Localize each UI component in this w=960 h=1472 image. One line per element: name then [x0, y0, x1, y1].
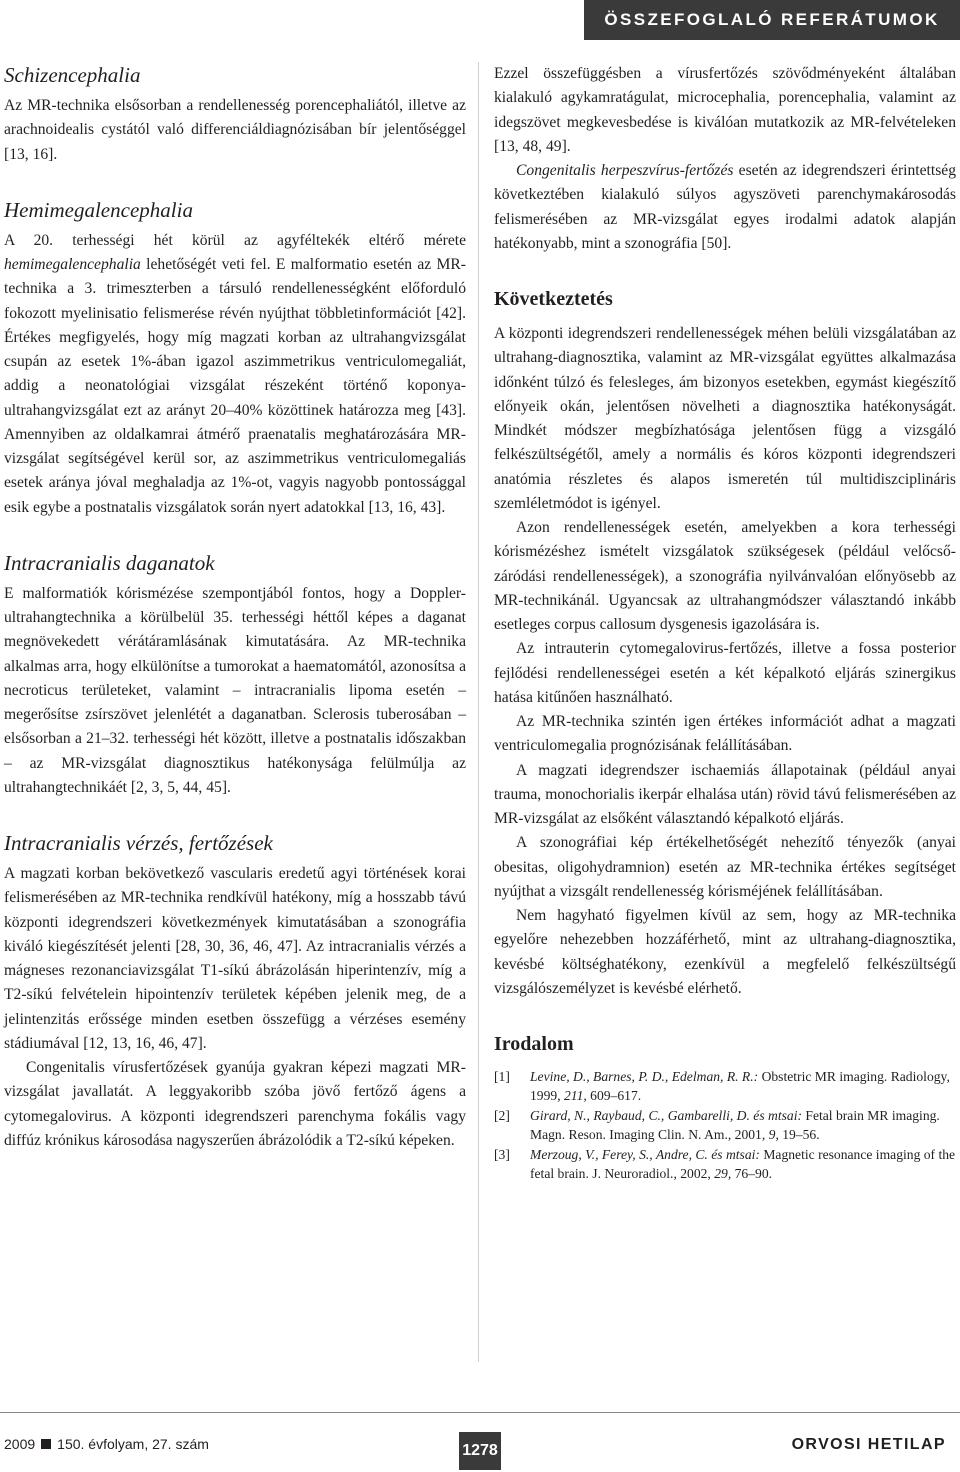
footer-issue-info — [4, 1436, 209, 1452]
page-number — [459, 1432, 501, 1470]
reference-item — [494, 1145, 956, 1183]
paragraph: A központi idegrendszeri rendellenességek méhen belüli vizsgálatában az ultrahang-diagnosztika, valamint az MR-vizsgálat együttes alkalmazása időnként túlzó és felesleges, ám bizonyos esetekben, egymást kiegészítő előnyeik okán, jelentősen növelheti a diagnosztika hatékonyságát. Mindkét módszer megbízhatósága jelentősen függ a vizsgáló felkészültségétől, amely a normális és kóros központi idegrendszeri anatómia részletes és alapos ismeretén túl multidiszciplináris szemléletmódot is igényel. — [494, 325, 956, 512]
page-number-label: 1278 — [462, 1442, 498, 1459]
text-run: 19–56. — [778, 1127, 820, 1142]
paragraph — [4, 229, 466, 520]
footer-issue: 150. évfolyam, 27. szám — [57, 1436, 209, 1452]
paragraph: Congenitalis vírusfertőzések gyanúja gyakran képezi magzati MR-vizsgálat javallatát. A leggyakoribb szóba jövő fertőző ágens a cytomegalovirus. A központi idegrendszeri parenchyma fokális vagy diffúz krónikus károsodása nagyszerűen ábrázolódik a T2-síkú képeken. — [4, 1059, 466, 1149]
reference-number: [2] — [494, 1108, 510, 1123]
heading-kovetkeztetes: Következtetés — [494, 288, 613, 310]
reference-number: [1] — [494, 1069, 510, 1084]
reference-authors: Girard, N., Raybaud, C., Gambarelli, D. és mtsai: — [530, 1108, 802, 1123]
text-run: A 20. terhességi hét körül az agyféltekék eltérő mérete — [4, 231, 466, 249]
paragraph: Azon rendellenességek esetén, amelyekben a kora terhességi kórismézéshez ismételt vizsgálatok szükségesek (például velőcső-záródási rendellenességek), a szonográfia nyilvánvalóan előnyösebb az MR-technikánál. Ugyancsak az ultrahangmódszer választandó inkább esetleges corpus callosum dysgenesis igazolására is. — [494, 519, 956, 633]
reference-number: [3] — [494, 1147, 510, 1162]
heading-verzes: Intracranialis vérzés, fertőzések — [4, 831, 273, 855]
left-column — [4, 62, 466, 1153]
right-column — [494, 62, 956, 1184]
reference-authors: Levine, D., Barnes, P. D., Edelman, R. R.: — [530, 1069, 759, 1084]
reference-text — [530, 1067, 956, 1105]
journal-name: ORVOSI HETILAP — [791, 1436, 946, 1453]
heading-schizencephalia: Schizencephalia — [4, 63, 141, 87]
paragraph — [494, 159, 956, 256]
page-footer — [0, 1432, 960, 1472]
reference-list — [494, 1067, 956, 1183]
paragraph: Nem hagyható figyelmen kívül az sem, hogy az MR-technika egyelőre nehezebben hozzáférhető, mint az ultrahang-diagnosztika, kevésbé költséghatékony, ezenkívül a megfelelő felkészültségű vizsgálószemélyzet is kevésbé elérhető. — [494, 907, 956, 997]
emphasis: Congenitalis herpeszvírus-fertőzés — [516, 162, 734, 179]
paragraph: A magzati idegrendszer ischaemiás állapotainak (például anyai trauma, monochorialis ikerpár elhalása után) rövid távú felismerésében az MR-vizsgálat az elsőként választandó képalkotó eljárás. — [494, 761, 956, 827]
column-divider — [478, 62, 479, 1362]
square-bullet-icon — [41, 1439, 51, 1449]
reference-volume: 9, — [768, 1127, 779, 1142]
section-header-label: ÖSSZEFOGLALÓ REFERÁTUMOK — [604, 10, 940, 29]
heading-irodalom: Irodalom — [494, 1033, 574, 1055]
reference-authors: Merzoug, V., Ferey, S., Andre, C. és mtsai: — [530, 1147, 760, 1162]
reference-item — [494, 1106, 956, 1144]
section-header — [584, 0, 960, 40]
heading-hemimegalencephalia: Hemimegalencephalia — [4, 197, 193, 222]
paragraph: Az MR-technika szintén igen értékes információt adhat a magzati ventriculomegalia prognózisának felállításában. — [494, 713, 956, 755]
paragraph: Az intrauterin cytomegalovirus-fertőzés, illetve a fossa posterior fejlődési rendellenességei esetén a két képalkotó eljárás szinergikus hatása kitűnően használható. — [494, 640, 956, 706]
paragraph: E malformatiók kórismézése szempontjából fontos, hogy a Doppler-ultrahangtechnika a körülbelül 35. terhességi héttől képes a daganat megnövekedett vérátáramlásának kimutatására. Az MR-technika alkalmas arra, hogy elkülönítse a tumorokat a haematomától, azonosítsa a necroticus területeket, valamint – intracranialis lipoma esetén – megerősítse zsírszövet jelenlétét a daganatban. Sclerosis tuberosában – elsősorban a 21–32. terhességi hét között, illetve a postnatalis időszakban – az MR-vizsgálat diagnosztikus hatékonysága felülmúlja az ultrahangtechnikáét [2, 3, 5, 44, 45]. — [4, 584, 466, 796]
reference-volume: 29, — [714, 1166, 732, 1181]
text-run: Magnetic resonance imaging of the fetal brain. J. Neuroradiol., 2002, — [530, 1147, 956, 1181]
paragraph: Ezzel összefüggésben a vírusfertőzés szövődményeként általában kialakuló agykamratágulat, microcephalia, porencephalia, valamint az idegszövet megkevesbedése is kiválóan mutatkozik az MR-felvételeken [13, 48, 49]. — [494, 65, 956, 155]
text-run: Fetal brain MR imaging. Magn. Reson. Imaging Clin. N. Am., 2001, — [530, 1108, 940, 1142]
text-run: 76–90. — [731, 1166, 773, 1181]
text-run: Obstetric MR imaging. Radiology, 1999, — [530, 1069, 950, 1103]
reference-volume: 211, — [563, 1088, 587, 1103]
emphasis: hemimegalencephalia — [4, 256, 141, 273]
text-run: 609–617. — [586, 1088, 642, 1103]
text-run: esetén az idegrendszeri érintettség következtében kialakuló súlyos agyszöveti parenchymakárosodás felismerésében az MR-vizsgálat egyes irodalmi adatok alapján hatékonyabb, mint a szonográfia [50]. — [494, 162, 957, 252]
heading-daganatok: Intracranialis daganatok — [4, 550, 215, 575]
reference-text — [530, 1145, 956, 1183]
paragraph: A szonográfiai kép értékelhetőségét nehezítő tényezők (anyai obesitas, oligohydramnion) esetén az MR-technika értékes segítséget nyújthat a vizsgált rendellenesség kórisméjének felállításában. — [494, 834, 956, 900]
footer-divider — [0, 1412, 960, 1413]
footer-year: 2009 — [4, 1436, 36, 1452]
reference-text — [530, 1106, 956, 1144]
text-run: lehetőségét veti fel. E malformatio esetén az MR-technika a 3. trimeszterben a társuló rendellenességként előforduló fokozott myelinisatio felismerése révén nyújthat többletinformációt [42]. Értékes megfigyelés, hogy míg magzati korban az ultrahangvizsgálat csupán az esetek 1%-ában igazol aszimmetrikus ventriculomegaliát, addig a neonatológiai vizsgálat részeként történő koponya-ultrahangvizsgálat ezt az arányt 20–40% közöttinek határozza meg [43]. Amennyiben az oldalkamrai átmérő praenatalis meghatározására MR-vizsgálat segítségével kerül sor, az aszimmetrikus ventriculomegaliás esetek aránya jóval meghaladja az 1%-ot, vagyis nagyobb pontossággal esik egybe a postnatalis vizsgálatok során nyert adatokkal [13, 16, 43]. — [4, 256, 466, 516]
paragraph: Az MR-technika elsősorban a rendellenesség porencephaliától, illetve az arachnoidealis cystától való differenciáldiagnózisában bír jelentőséggel [13, 16]. — [4, 97, 466, 163]
paragraph: A magzati korban bekövetkező vascularis eredetű agyi történések korai felismerésében az MR-technika rendkívül hatékony, míg a hosszabb távú központi idegrendszeri következmények kimutatásában a szonográfia kiváló kiegészítését jelenti [28, 30, 36, 46, 47]. Az intracranialis vérzés a mágneses rezonanciavizsgálat T1-síkú ábrázolásán hiperintenzív, míg a T2-síkú felvételein hipointenzív területek képében jelenik meg, de a jelintenzitás erőssége minden esetben összefügg a vérzéses esemény stádiumával [12, 13, 16, 46, 47]. — [4, 865, 466, 1052]
reference-item — [494, 1067, 956, 1105]
